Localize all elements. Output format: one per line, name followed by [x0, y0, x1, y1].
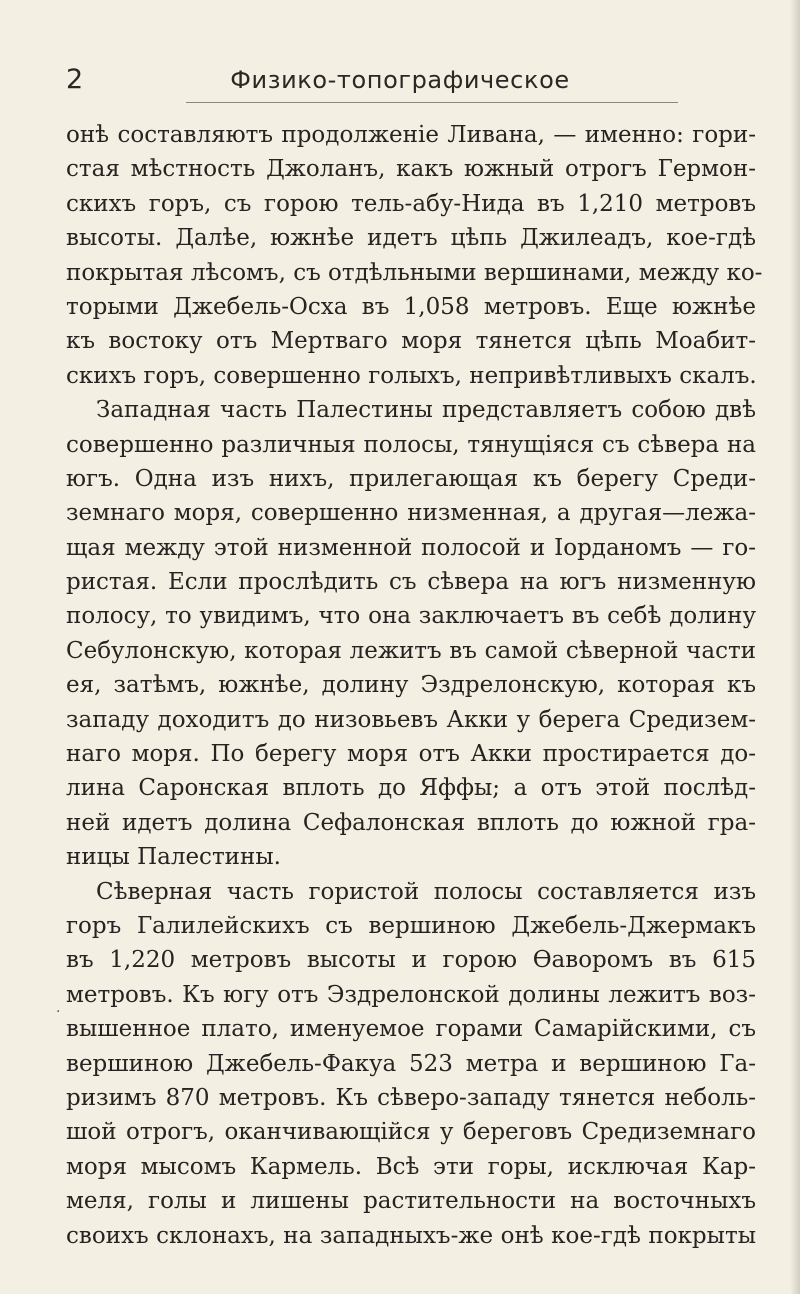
text-line: къ востоку отъ Мертваго моря тянется цѣпь Моабит- [66, 328, 756, 355]
text-line: вышенное плато, именуемое горами Самарійскими, съ [66, 1016, 756, 1043]
page-number: 2 [66, 64, 84, 95]
header-rule [186, 102, 678, 103]
text-line: ницы Палестины. [66, 844, 281, 871]
text-line: щая между этой низменной полосой и Іорданомъ — го- [66, 534, 756, 561]
text-line: покрытая лѣсомъ, съ отдѣльными вершинами, между ко- [66, 259, 763, 286]
text-line: ристая. Если прослѣдить съ сѣвера на югъ низменную [66, 569, 756, 596]
page-edge-shadow [790, 0, 800, 1294]
text-line: высоты. Далѣе, южнѣе идетъ цѣпь Джилеадъ, кое-гдѣ [66, 225, 756, 252]
text-line: ней идетъ долина Сефалонская вплоть до южной гра- [66, 809, 756, 836]
text-line: ризимъ 870 метровъ. Къ сѣверо-западу тянется неболь- [66, 1084, 756, 1111]
text-line: югъ. Одна изъ нихъ, прилегающая къ берегу Среди- [66, 465, 756, 492]
text-line: земнаго моря, совершенно низменная, а другая—лежа- [66, 500, 756, 527]
text-line: онѣ составляютъ продолженіе Ливана, — именно: гори- [66, 122, 756, 148]
text-line: метровъ. Къ югу отъ Эздрелонской долины лежитъ воз- [66, 981, 756, 1008]
text-line: ея, затѣмъ, южнѣе, долину Эздрелонскую, которая къ [66, 672, 756, 699]
text-line: стая мѣстность Джоланъ, какъ южный отрогъ Гермон- [66, 156, 756, 183]
text-line: моря мысомъ Кармель. Всѣ эти горы, исключая Кар- [66, 1153, 756, 1180]
text-line: шой отрогъ, оканчивающійся у береговъ Средиземнаго [66, 1119, 756, 1146]
text-line: меля, голы и лишены растительности на восточныхъ [66, 1188, 756, 1215]
text-line: полосу, то увидимъ, что она заключаетъ въ себѣ долину [66, 603, 756, 630]
running-title: Физико-топографическое [230, 66, 570, 94]
text-line: Западная часть Палестины представляетъ собою двѣ [96, 397, 756, 424]
text-line: скихъ горъ, совершенно голыхъ, непривѣтливыхъ скалъ. [66, 362, 757, 389]
body-text [66, 118, 763, 1253]
text-line: скихъ горъ, съ горою тель-абу-Нида въ 1,210 метровъ [66, 190, 756, 217]
text-line: своихъ склонахъ, на западныхъ-же онѣ кое-гдѣ покрыты [66, 1222, 756, 1249]
margin-dot: · [56, 1004, 61, 1020]
text-line: Себулонскую, которая лежитъ въ самой сѣверной части [66, 637, 756, 664]
text-line: западу доходитъ до низовьевъ Акки у берега Средизем- [66, 706, 756, 733]
text-line: въ 1,220 метровъ высоты и горою Ѳаворомъ въ 615 [66, 947, 756, 974]
text-line: наго моря. По берегу моря отъ Акки простирается до- [66, 741, 756, 768]
text-line: вершиною Джебель-Факуа 523 метра и вершиною Га- [66, 1050, 756, 1077]
text-line: Сѣверная часть гористой полосы составляется изъ [96, 878, 756, 905]
text-line: торыми Джебель-Осха въ 1,058 метровъ. Еще южнѣе [66, 293, 756, 320]
text-line: лина Саронская вплоть до Яффы; а отъ этой послѣд- [66, 775, 756, 802]
text-line: горъ Галилейскихъ съ вершиною Джебель-Джермакъ [66, 912, 756, 939]
text-line: совершенно различныя полосы, тянущіяся съ сѣвера на [66, 431, 756, 458]
